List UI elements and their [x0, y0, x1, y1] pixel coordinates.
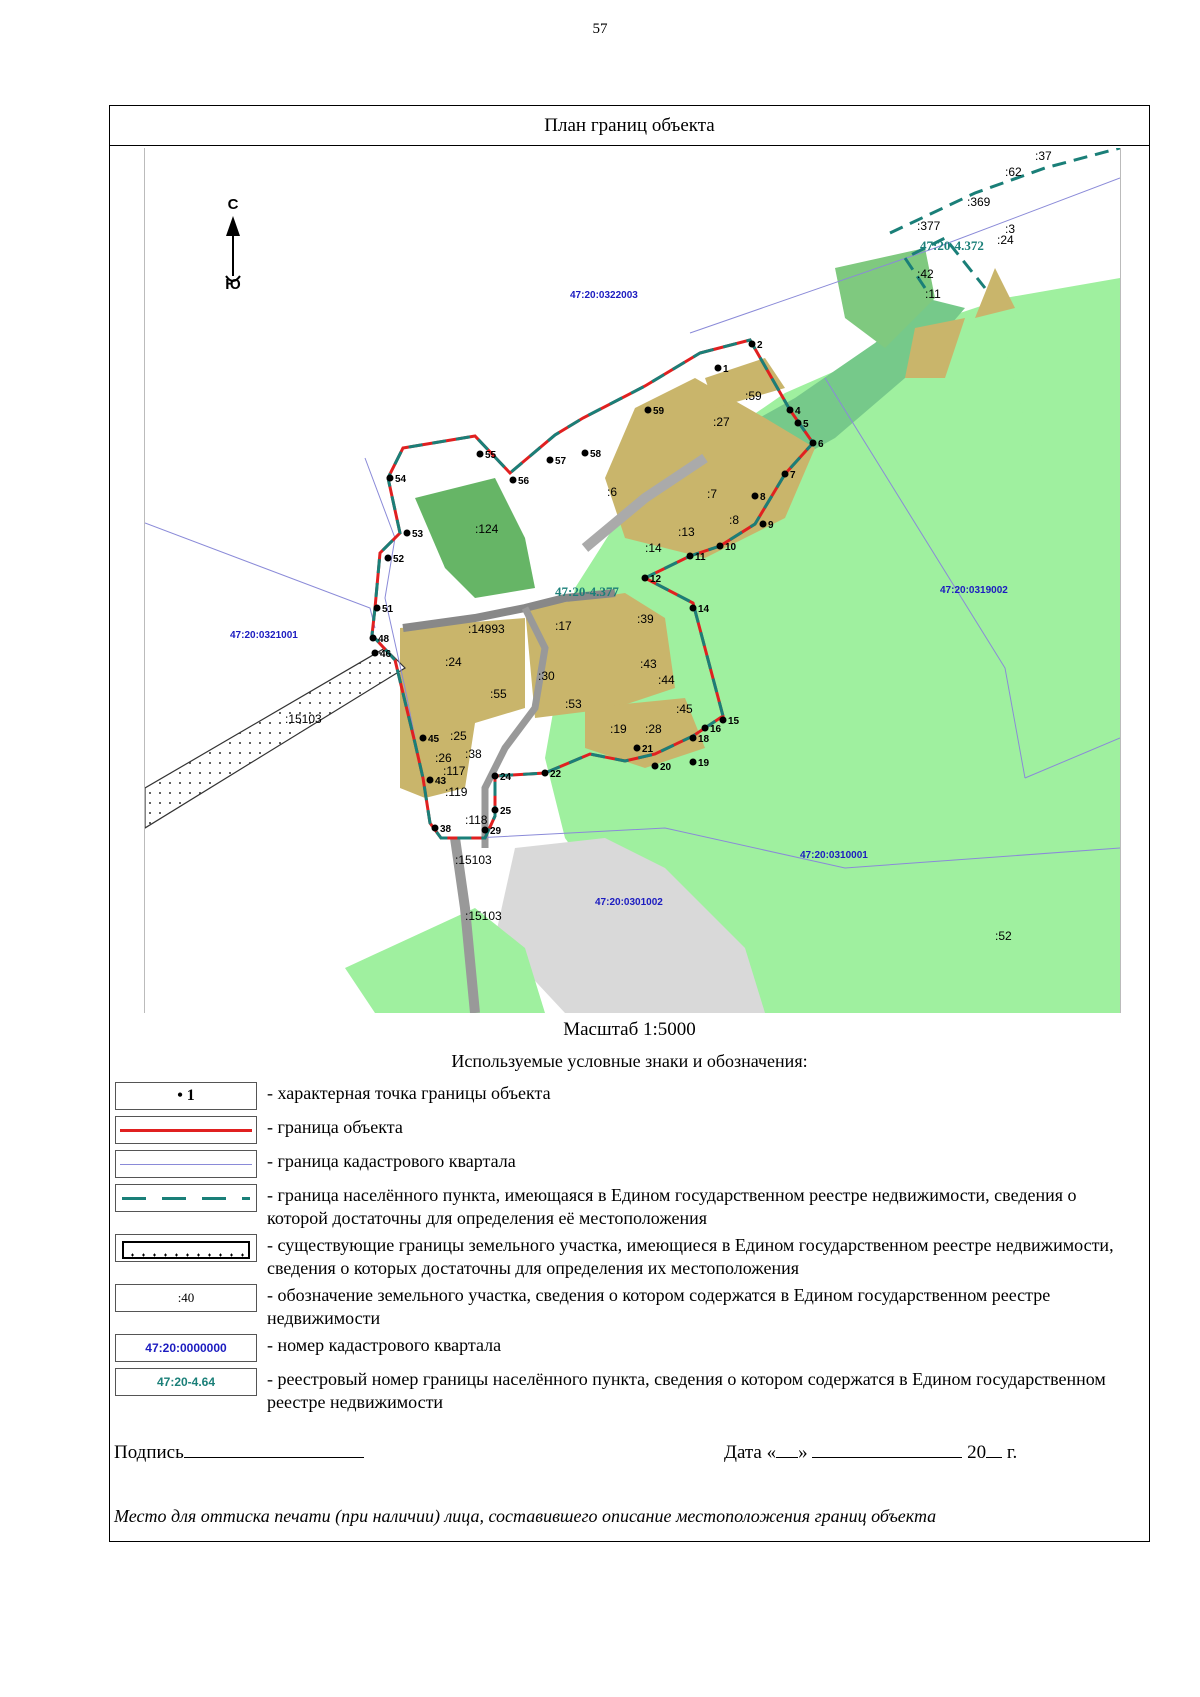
- stamp-note: Место для оттиска печати (при наличии) лица, составившего описание местоположения границ объекта: [114, 1506, 937, 1526]
- parcel-label: :62: [1005, 165, 1022, 179]
- boundary-point-marker: [787, 407, 794, 414]
- boundary-point-label: 5: [803, 419, 809, 430]
- parcel-label: :6: [607, 485, 618, 499]
- parcel-label: :17: [555, 619, 572, 633]
- boundary-point-label: 18: [698, 734, 710, 745]
- boundary-point-label: 8: [760, 492, 766, 503]
- legend-title: Используемые условные знаки и обозначения:: [451, 1051, 808, 1071]
- parcel-label: :55: [490, 687, 507, 701]
- boundary-point-label: 4: [795, 406, 801, 417]
- boundary-point-label: 45: [428, 734, 440, 745]
- boundary-point-label: 48: [378, 634, 390, 645]
- boundary-point-label: 6: [818, 439, 824, 450]
- parcel-label: :39: [637, 612, 654, 626]
- boundary-point-label: 51: [382, 604, 394, 615]
- parcel-label: :7: [707, 487, 718, 501]
- parcel-label: :3: [1005, 222, 1016, 236]
- boundary-point-marker: [749, 341, 756, 348]
- quarter-number-label: 47:20:0321001: [230, 630, 298, 641]
- boundary-point-marker: [582, 450, 589, 457]
- parcel-label: :53: [565, 697, 582, 711]
- parcel-label: :26: [435, 751, 452, 765]
- boundary-point-label: 22: [550, 769, 562, 780]
- parcel-label: :117: [443, 764, 466, 778]
- boundary-point-marker: [690, 735, 697, 742]
- boundary-point-label: 7: [790, 470, 796, 481]
- boundary-point-label: 16: [710, 724, 722, 735]
- boundary-point-marker: [810, 440, 817, 447]
- parcel-label: :124: [475, 522, 499, 536]
- settlement-id-label: 47:20-4.377: [555, 584, 619, 599]
- boundary-point-marker: [492, 773, 499, 780]
- boundary-point-marker: [427, 777, 434, 784]
- parcel-label: :118: [465, 813, 488, 827]
- document-frame: [109, 105, 1150, 1542]
- date-prefix: Дата «: [724, 1442, 777, 1463]
- boundary-point-marker: [782, 471, 789, 478]
- date-day-field[interactable]: [776, 1439, 798, 1458]
- parcel-label: :28: [645, 722, 662, 736]
- boundary-point-label: 11: [695, 552, 706, 563]
- boundary-point-label: 19: [698, 758, 710, 769]
- quarter-number-label: 47:20:0301002: [595, 897, 663, 908]
- legend-symbol-teal-dash: [115, 1184, 257, 1212]
- map-canvas: [145, 148, 1120, 1013]
- date-year-field[interactable]: [986, 1439, 1002, 1458]
- boundary-point-marker: [542, 770, 549, 777]
- boundary-point-label: 46: [380, 649, 392, 660]
- boundary-point-marker: [432, 825, 439, 832]
- parcel-label: :42: [917, 267, 934, 281]
- legend-text: - граница кадастрового квартала: [267, 1151, 516, 1171]
- boundary-point-marker: [420, 735, 427, 742]
- quarter-number-label: 47:20:0322003: [570, 290, 638, 301]
- boundary-point-label: 43: [435, 776, 447, 787]
- boundary-point-label: 1: [723, 364, 729, 375]
- date-month-field[interactable]: [812, 1439, 962, 1458]
- date-mid: »: [798, 1442, 808, 1463]
- parcel-label: :52: [995, 929, 1012, 943]
- boundary-point-label: 56: [518, 476, 530, 487]
- boundary-point-marker: [690, 759, 697, 766]
- legend-text: - номер кадастрового квартала: [267, 1335, 502, 1355]
- boundary-point-label: 24: [500, 772, 512, 783]
- page-number: 57: [592, 21, 608, 37]
- boundary-point-label: 57: [555, 456, 567, 467]
- boundary-point-marker: [760, 521, 767, 528]
- north-arrow-icon: [213, 214, 253, 284]
- legend-symbol-settlement-number: 47:20-4.64: [115, 1368, 257, 1396]
- boundary-point-label: 52: [393, 554, 405, 565]
- boundary-point-marker: [717, 543, 724, 550]
- parcel-label: :14: [645, 541, 662, 555]
- boundary-point-marker: [477, 451, 484, 458]
- boundary-point-marker: [715, 365, 722, 372]
- boundary-point-label: 12: [650, 574, 662, 585]
- parcel-label: :15103: [455, 853, 492, 867]
- parcel-label: :44: [658, 673, 675, 687]
- parcel-label: :25: [450, 729, 467, 743]
- boundary-point-marker: [720, 717, 727, 724]
- legend-text: - обозначение земельного участка, сведения о котором содержатся в Едином государственном реестре недвижимости: [267, 1285, 1051, 1328]
- parcel-label: :45: [676, 702, 693, 716]
- date-suffix: г.: [1006, 1442, 1018, 1463]
- boundary-point-label: 21: [642, 744, 654, 755]
- parcel-label: :24: [997, 233, 1014, 247]
- north-label: С: [227, 196, 239, 213]
- boundary-point-marker: [690, 605, 697, 612]
- parcel-label: :377: [917, 219, 941, 233]
- parcel-label: :14993: [468, 622, 505, 636]
- boundary-point-label: 2: [757, 340, 763, 351]
- legend-symbol-red-line: [115, 1116, 257, 1144]
- parcel-label: :37: [1035, 149, 1052, 163]
- boundary-point-marker: [752, 493, 759, 500]
- parcel-label: :119: [445, 785, 468, 799]
- boundary-point-label: 29: [490, 826, 502, 837]
- boundary-point-label: 38: [440, 824, 452, 835]
- legend-symbol-point: • 1: [115, 1082, 257, 1110]
- boundary-point-label: 58: [590, 449, 602, 460]
- settlement-id-label: 47:20-4.372: [920, 238, 984, 253]
- boundary-point-label: 54: [395, 474, 407, 485]
- boundary-point-marker: [372, 650, 379, 657]
- boundary-point-label: 14: [698, 604, 710, 615]
- boundary-point-marker: [374, 605, 381, 612]
- parcel-label: :8: [729, 513, 740, 527]
- parcel-label: :13: [678, 525, 695, 539]
- boundary-point-marker: [370, 635, 377, 642]
- parcel-label: :15103: [465, 909, 502, 923]
- boundary-point-marker: [702, 725, 709, 732]
- parcel-label: :24: [445, 655, 462, 669]
- parcel-label: :30: [538, 669, 555, 683]
- boundary-point-marker: [510, 477, 517, 484]
- boundary-point-marker: [642, 575, 649, 582]
- parcel-label: :59: [745, 389, 762, 403]
- boundary-point-marker: [795, 420, 802, 427]
- legend-symbol-blue-line: [115, 1150, 257, 1178]
- boundary-point-label: 20: [660, 762, 672, 773]
- parcel-label: :27: [713, 415, 730, 429]
- parcel-label: :15103: [285, 712, 322, 726]
- boundary-point-label: 10: [725, 542, 737, 553]
- signature-line: [114, 1439, 364, 1464]
- boundary-point-marker: [404, 530, 411, 537]
- boundary-point-marker: [652, 763, 659, 770]
- boundary-point-label: 59: [653, 406, 665, 417]
- legend-symbol-dotted-parcel: [115, 1234, 257, 1262]
- boundary-point-marker: [387, 475, 394, 482]
- legend-text: - существующие границы земельного участка, имеющиеся в Едином государственном реестре недвижимости, сведения о которых достаточны для определения их местоположения: [267, 1235, 1114, 1278]
- map-scale: Масштаб 1:5000: [563, 1019, 696, 1040]
- boundary-point-label: 25: [500, 806, 512, 817]
- boundary-point-marker: [492, 807, 499, 814]
- south-label: Ю: [225, 276, 241, 293]
- boundary-point-label: 15: [728, 716, 740, 727]
- legend-text: - граница объекта: [267, 1117, 403, 1137]
- legend-symbol-parcel-label: :40: [115, 1284, 257, 1312]
- boundary-point-marker: [687, 553, 694, 560]
- legend-text: - граница населённого пункта, имеющаяся в Едином государственном реестре недвижимости, сведения о которой достаточны для определения её местоположения: [267, 1185, 1077, 1228]
- boundary-map: [144, 148, 1121, 1013]
- quarter-number-label: 47:20:0310001: [800, 850, 868, 861]
- plan-title: План границ объекта: [110, 106, 1149, 146]
- legend-text: - характерная точка границы объекта: [267, 1083, 551, 1103]
- parcel-label: :43: [640, 657, 657, 671]
- signature-field[interactable]: [184, 1439, 364, 1458]
- boundary-point-marker: [547, 457, 554, 464]
- boundary-point-marker: [385, 555, 392, 562]
- parcel-label: :11: [925, 287, 941, 301]
- legend-symbol-quarter-number: 47:20:0000000: [115, 1334, 257, 1362]
- boundary-point-label: 55: [485, 450, 497, 461]
- north-arrow: [213, 196, 253, 296]
- quarter-number-label: 47:20:0319002: [940, 585, 1008, 596]
- boundary-point-label: 53: [412, 529, 424, 540]
- boundary-point-marker: [482, 827, 489, 834]
- date-year: 20: [967, 1442, 987, 1463]
- signature-label: Подпись: [114, 1442, 184, 1463]
- boundary-point-marker: [645, 407, 652, 414]
- parcel-label: :369: [967, 195, 991, 209]
- boundary-point-marker: [634, 745, 641, 752]
- parcel-label: :19: [610, 722, 627, 736]
- legend-text: - реестровый номер границы населённого пункта, сведения о котором содержатся в Едином государственном реестре недвижимости: [267, 1369, 1106, 1412]
- date-line: [724, 1439, 1017, 1464]
- parcel-label: :38: [465, 747, 482, 761]
- boundary-point-label: 9: [768, 520, 774, 531]
